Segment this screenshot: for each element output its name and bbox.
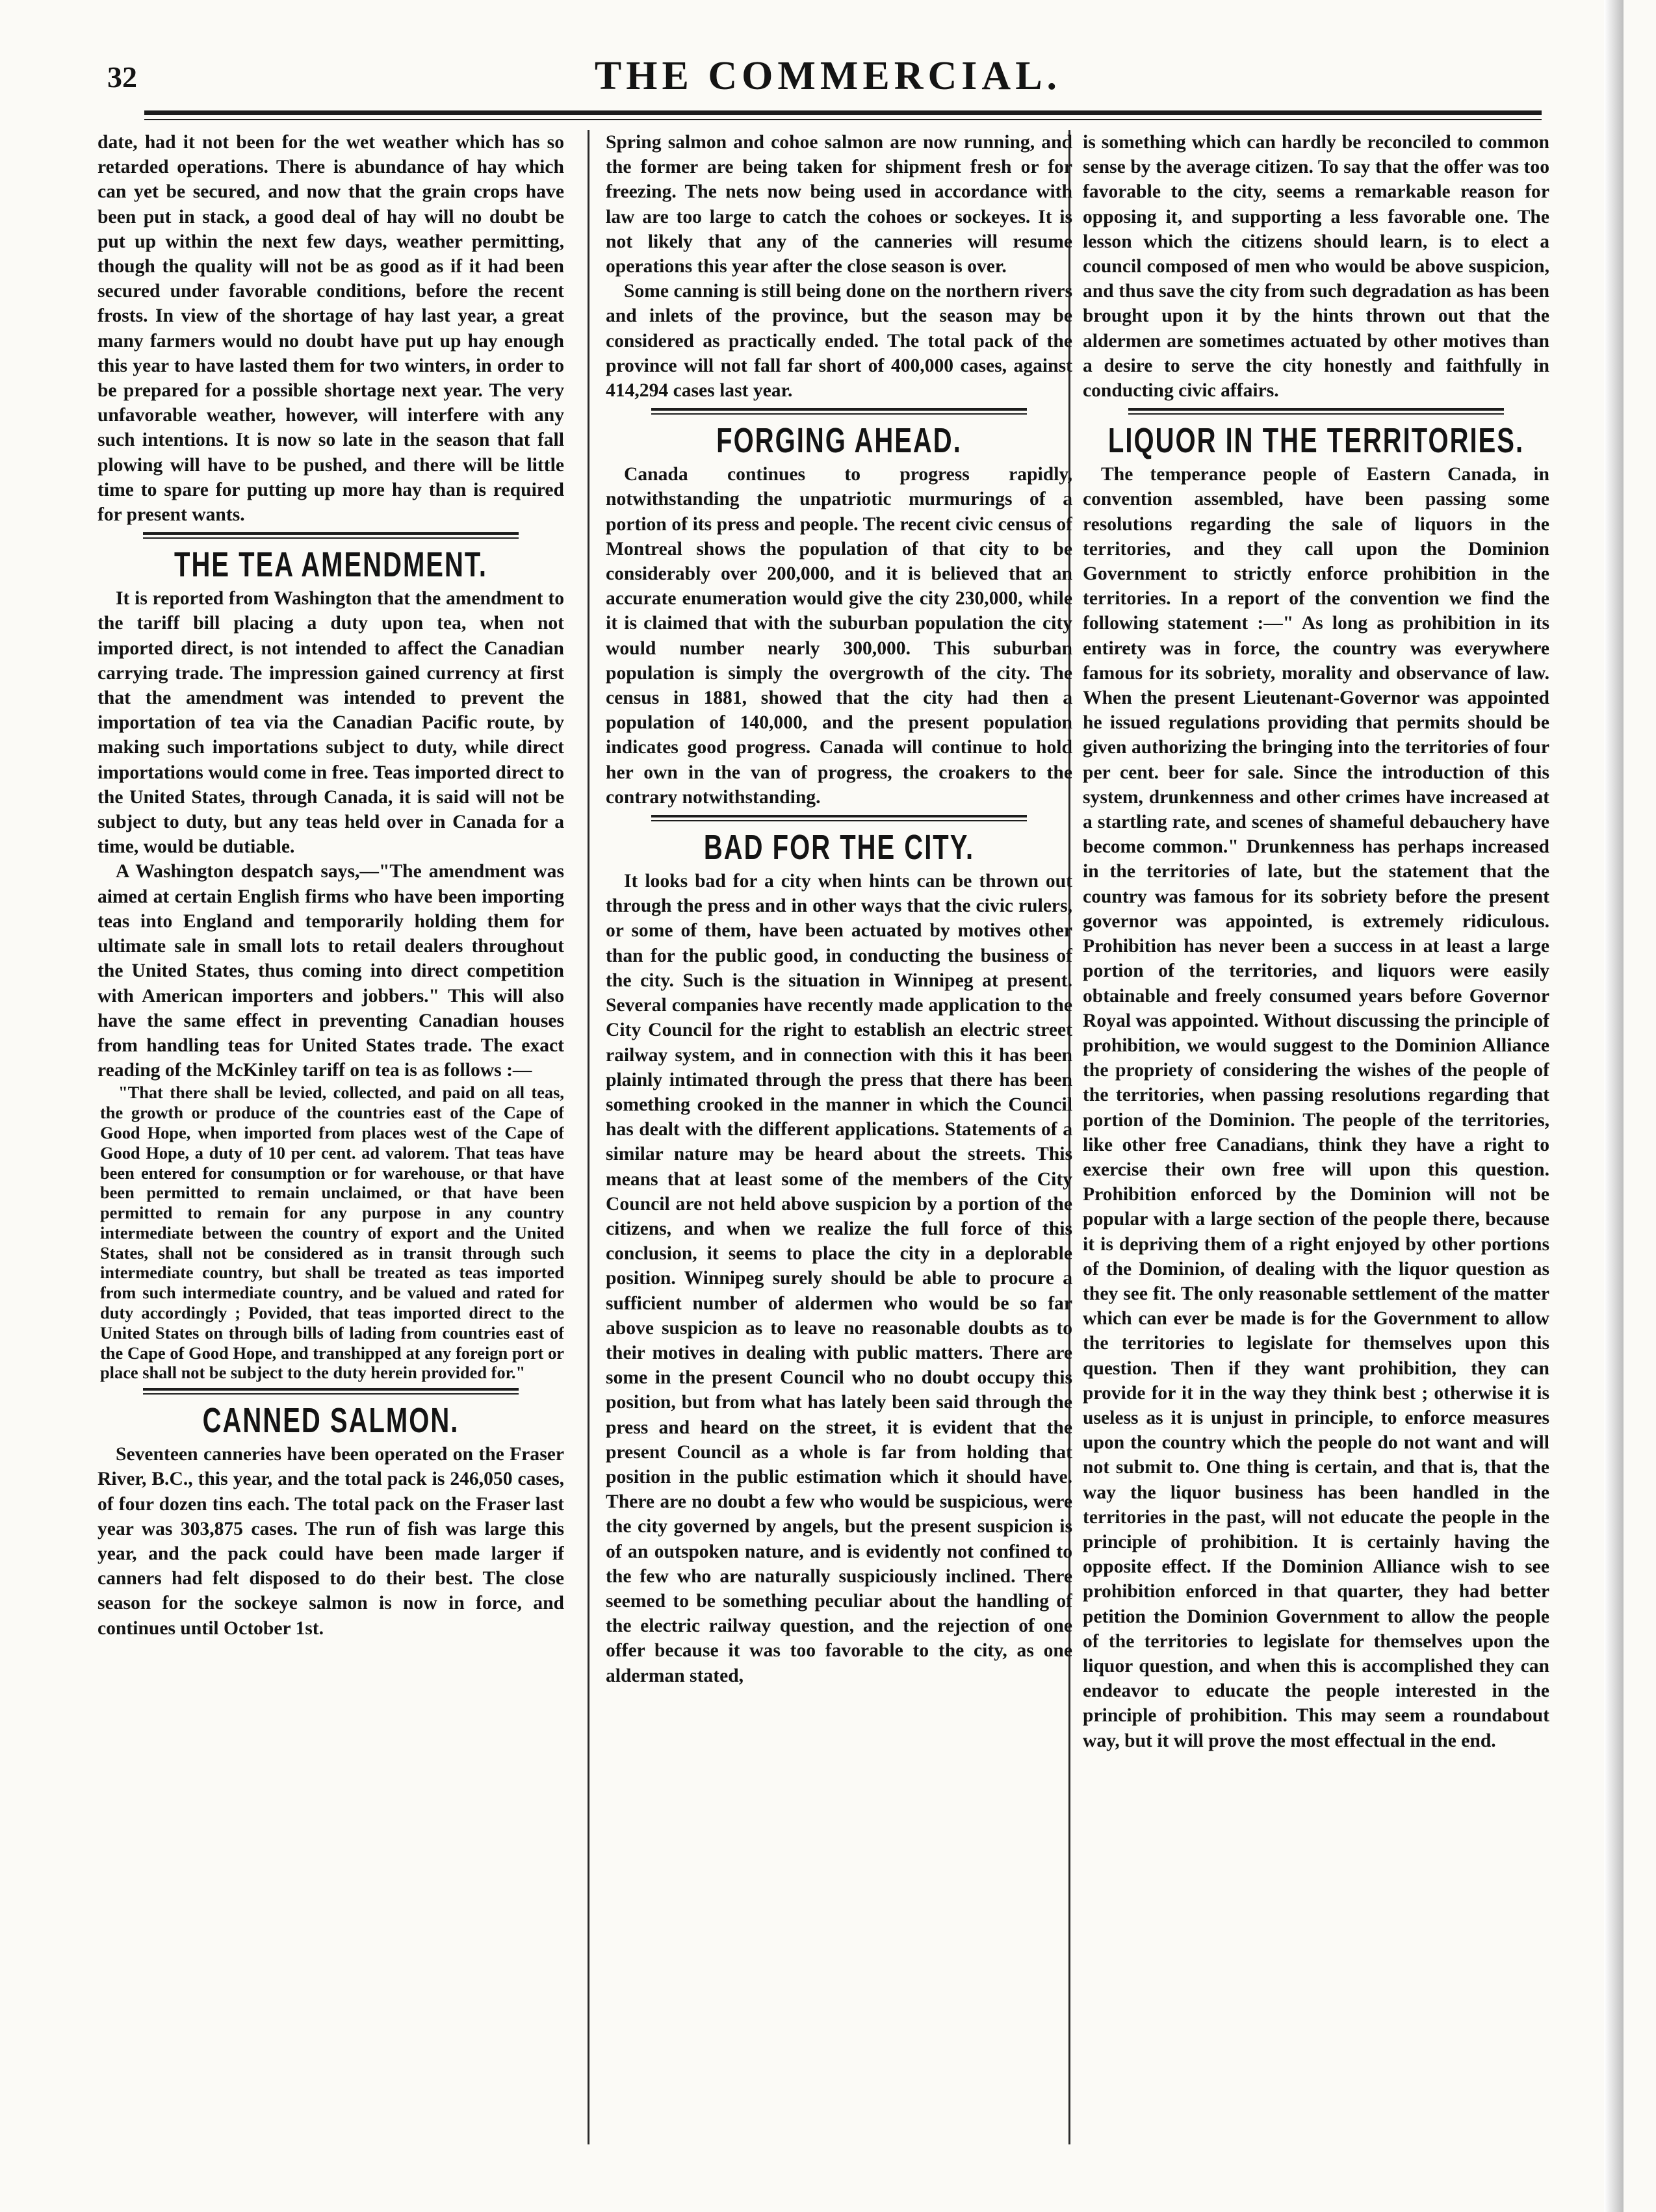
salmon-paragraph-1: Seventeen canneries have been operated on the Fraser River, B.C., this year, and the total pack is 246,050 cases, of four dozen tins each. The total pack on the Fraser last year was 303,875 cases. The run of fish was large this year, and the pack could have been made larger if canners had felt disposed to do their best. The close season for the sockeye salmon is now in force, and continues until October 1st. <box>97 1444 564 1639</box>
section-rule <box>143 1388 519 1391</box>
canned-salmon-heading: CANNED SALMON. <box>202 1402 459 1441</box>
tariff-quotation: "That there shall be levied, collected, and paid on all teas, the growth or produce of the countries east of the Cape of Good Hope, when imported from places west of the Cape of Good Hope, a duty of 10 per cent. ad valorem. That teas have been entered for consumption or for warehouse, or that have been permitted to remain unclaimed, or that have been permitted to remain for any purpose in any country intermediate between the country of export and the United States, shall not be considered as in transit through such intermediate country, but shall be treated as teas imported from such intermediate country, and be valued and rated for duty accordingly ; Povided, that teas imported direct to the United States on through bills of lading from countries east of the Cape of Good Hope, and transhipped at any foreign port or place shall not be subject to the duty herein provided for." <box>100 1083 564 1383</box>
column-3 <box>1083 130 1549 2164</box>
column-2 <box>606 130 1072 2164</box>
tea-paragraph-1: It is reported from Washington that the amendment to the tariff bill placing a duty upon tea, when not imported direct, is not intended to affect the Canadian carrying trade. The impression gained currency at first that the amendment was intended to prevent the importation of tea via the Canadian Pacific route, by making such importations subject to duty, while direct importations would come in free. Teas imported direct to the United States, through Canada, it is said will not be subject to duty, but any teas held over in Canada for a time, would be dutiable. <box>97 588 564 858</box>
forging-paragraph: Canada continues to progress rapidly, notwithstanding the unpatriotic murmurings of a portion of its press and people. The recent civic census of Montreal shows the population of that city to be considerably over 200,000, and it is believed that an accurate enumeration would give the city 230,000, while it is claimed that with the suburban population the city would number nearly 300,000. This suburban population is simply the overgrowth of the city. The census in 1881, showed that the city had then a population of 140,000, and the present population indicates good progress. Canada will continue to hold her own in the van of progress, the croakers to the contrary notwithstanding. <box>606 464 1072 808</box>
salmon-paragraph-2: Spring salmon and cohoe salmon are now running, and the former are being taken for shipment fresh or for freezing. The nets now being used in accordance with law are too large to catch the cohoes or sockeyes. It is not likely that any of the canneries will resume operations this year after the close season is over. <box>606 132 1072 277</box>
city-paragraph-2: is something which can hardly be reconciled to common sense by the average citizen. To say that the offer was too favorable to the city, seems a remarkable reason for opposing it, and supporting a less favorable one. The lesson which the citizens should learn, is to elect a council composed of men who would be above suspicion, and thus save the city from such degradation as has been brought upon it by the hints thrown out that the aldermen are sometimes actuated by other motives than a desire to serve the city honestly and faithfully in conducting civic affairs. <box>1083 132 1549 402</box>
section-rule <box>143 532 519 535</box>
liquor-paragraph: The temperance people of Eastern Canada, in convention assembled, have been passing some resolutions regarding the sale of liquors in the territories, and they call upon the Dominion Government to strictly enforce prohibition in the territories. In a report of the convention we find the following statement :—" As long as prohibition in its entirety was in force, the country was everywhere famous for its sobriety, morality and observance of law. When the present Lieutenant-Governor was appointed he issued regulations providing that permits should be given authorizing the bringing into the territories of four per cent. beer for sale. Since the introduction of this system, drunkenness and other crimes have increased at a startling rate, and scenes of shameful debauchery have become common." Drunkenness has perhaps increased in the territories of late, but the statement that the country was famous for its sobriety before the present governor was appointed, is extremely ridiculous. Prohibition has never been a success in at least a large portion of the territories, and liquors were easily obtainable and freely consumed years before Governor Royal was appointed. Without discussing the principle of prohibition, we would suggest to the Dominion Alliance the propriety of considering the wishes of the people of the territories, when passing resolutions regarding that portion of the Dominion. The people of the territories, like other free Canadians, think they have a right to exercise their own free will upon this question. Prohibition enforced by the Dominion will not be popular with a large section of the people there, because it is depriving them of a right enjoyed by other portions of the Dominion, of dealing with the liquor question as they see fit. The only reasonable settlement of the matter which can ever be made is for the Government to allow the territories to legislate for themselves upon this question. Then if they want prohibition, they can provide for it in the way they think best ; otherwise it is useless as it is unjust in principle, to enforce measures upon the country which the people do not want and will not submit to. One thing is certain, and that is, that the way the liquor business has been handled in the territories in the past, will not educate the people in the principle of prohibition. It is certainly having the opposite effect. If the Dominion Alliance wish to see prohibition enforced in that quarter, they had better petition the Dominion Government to allow the people of the territories to legislate for themselves upon the liquor question, and when this is accomplished they can endeavor to educate the people interested in the principle of prohibition. This may seem a roundabout way, but it will prove the most effectual in the end. <box>1083 464 1549 1751</box>
section-rule <box>1128 408 1504 411</box>
masthead-rule-thin <box>144 119 1542 120</box>
hay-paragraph: date, had it not been for the wet weather which has so retarded operations. There is abundance of hay which can yet be secured, and now that the grain crops have been put in stack, a good deal of hay will no doubt be put up within the next few days, weather permitting, though the quality will not be as good as if it had been secured under favorable conditions, before the recent frosts. In view of the shortage of hay last year, a great many farmers would no doubt have put up hay enough this year to have lasted them for two winters, in order to be prepared for a possible shortage next year. The very unfavorable weather, however, will interfere with any such intentions. It is now so late in the season that fall plowing will have to be pushed, and there will be little time to spare for putting up more hay than is required for present wants. <box>97 132 564 526</box>
article-columns <box>0 130 1656 2164</box>
masthead-rule-thick <box>144 110 1542 115</box>
liquor-territories-heading: LIQUOR IN THE TERRITORIES. <box>1107 422 1525 461</box>
city-paragraph-1: It looks bad for a city when hints can be thrown out through the press and in other ways that the civic rulers, or some of them, have been actuated by motives other than for the public good, in conducting the business of the city. Such is the situation in Winnipeg at present. Several companies have recently made application to the City Council for the right to establish an electric street railway system, and in connection with this it has been plainly intimated through the press that there has been something crooked in the manner in which the Council has dealt with the different applications. Statements of a similar nature may be heard about the streets. This means that at least some of the members of the City Council are not held above suspicion by a portion of the citizens, and when we realize the full force of this conclusion, it seems to place the city in a deplorable position. Winnipeg surely should be able to procure a sufficient number of aldermen who would be so far above suspicion as to leave no reasonable doubts as to their motives in dealing with public matters. There are some in the present Council who no doubt occupy this position, but from what has lately been said through the press and heard on the street, it is evident that the present Council as a whole is far from holding that position in the public estimation which it should have. There are no doubt a few who would be suspicious, were the city governed by angels, but the present suspicion is of an outspoken nature, and is evidently not confined to the few who are naturally suspiciously inclined. There seemed to be something peculiar about the handling of the electric railway question, and the rejection of one offer because it was too favorable to the city, as one alderman stated, <box>606 871 1072 1686</box>
journal-title: THE COMMERCIAL. <box>594 54 1062 98</box>
tea-amendment-heading: THE TEA AMENDMENT. <box>174 546 487 585</box>
column-1 <box>97 130 564 2164</box>
bad-for-city-heading: BAD FOR THE CITY. <box>703 828 975 868</box>
forging-ahead-heading: FORGING AHEAD. <box>716 422 962 461</box>
salmon-paragraph-3: Some canning is still being done on the northern rivers and inlets of the province, but the season may be considered as practically ended. The total pack of the province will not fall far short of 400,000 cases, against 414,294 cases last year. <box>606 281 1072 402</box>
page-number: 32 <box>107 60 137 94</box>
masthead <box>0 0 1656 123</box>
tea-paragraph-2: A Washington despatch says,—"The amendment was aimed at certain English firms who have been importing teas into England and temporarily holding them for ultimate sale in small lots to retail dealers throughout the United States, thus coming into direct competition with American importers and jobbers." This will also have the same effect in preventing Canadian houses from handling teas for United States trade. The exact reading of the McKinley tariff on tea is as follows :— <box>97 861 564 1081</box>
section-rule <box>651 815 1027 817</box>
section-rule <box>651 408 1027 411</box>
